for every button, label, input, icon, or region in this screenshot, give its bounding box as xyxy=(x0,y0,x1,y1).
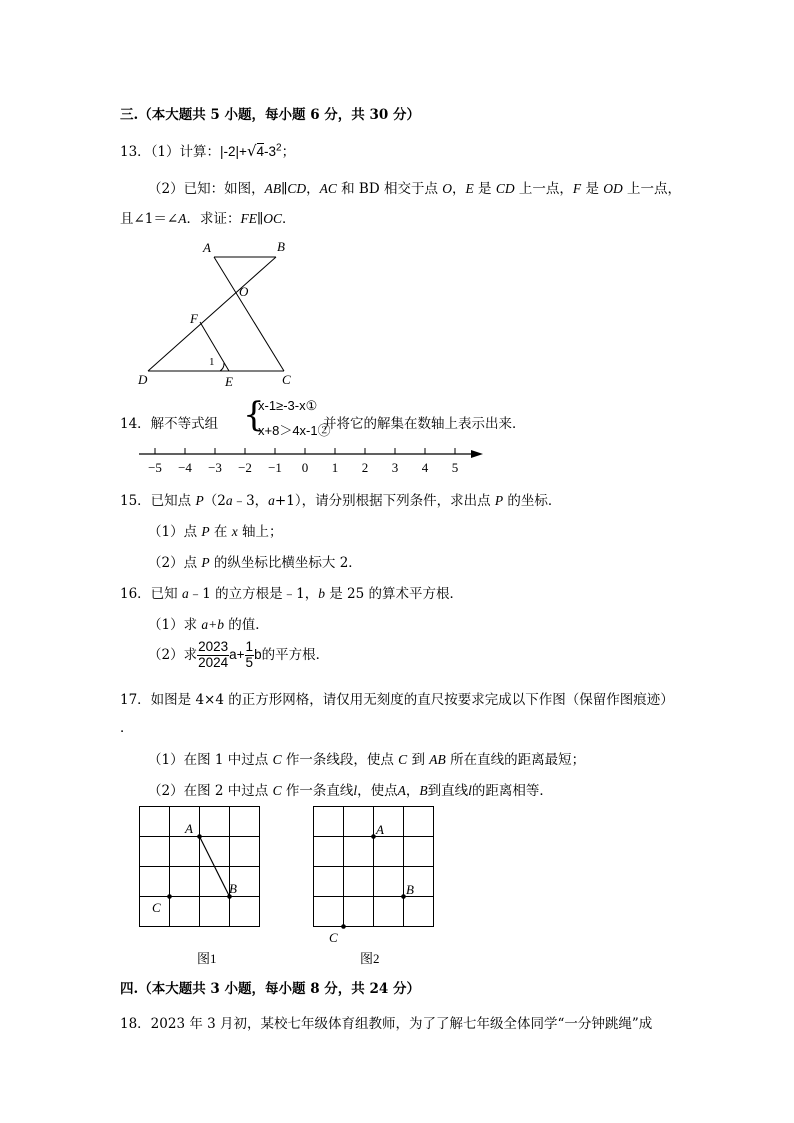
q15-part2 xyxy=(148,551,362,571)
tick-label: 1 xyxy=(331,460,339,475)
text: 作一条线段，使点 xyxy=(281,752,399,768)
var-x: x xyxy=(231,524,238,539)
q13-p1-exponent: 2 xyxy=(276,142,282,154)
text: a+ xyxy=(229,646,245,662)
q13-p1-end: ； xyxy=(281,144,296,160)
point-f: F xyxy=(572,181,582,196)
point-c-dot xyxy=(167,894,172,899)
ab-parallel-cd: AB∥CD xyxy=(264,181,307,196)
grid-figure-2 xyxy=(304,800,444,975)
q18-stem: 18．2023 年 3 月初，某校七年级体育组教师，为了了解七年级全体同学“一分钟跳绳”成 xyxy=(120,1016,653,1032)
text: （2）已知：如图， xyxy=(148,181,265,197)
segment-od: OD xyxy=(603,181,623,196)
point-b: B xyxy=(419,783,428,798)
label-angle-1: 1 xyxy=(209,356,215,368)
text: 和 BD 相交于点 xyxy=(336,181,443,197)
text: b的平方根． xyxy=(254,646,330,662)
label-a: A xyxy=(203,240,211,255)
q13-part2-line1 xyxy=(148,177,681,197)
point-a-dot xyxy=(197,834,202,839)
point-e: E xyxy=(465,181,474,196)
text: ﹣3， xyxy=(232,493,269,509)
text: ． xyxy=(281,211,296,227)
q15-part1 xyxy=(148,520,283,540)
text: （2）求 xyxy=(148,646,198,663)
grid-2-lines xyxy=(314,807,434,927)
text: （1）求 xyxy=(148,617,202,633)
text: （2 xyxy=(203,493,226,509)
text: 轴上； xyxy=(237,524,283,540)
tick-label: −2 xyxy=(238,460,252,475)
text: +1），请分别根据下列条件，求出点 xyxy=(274,493,495,509)
q13-part1 xyxy=(120,140,295,160)
point-c-dot xyxy=(341,924,346,929)
angle-1-arc xyxy=(220,363,224,371)
q13-p1-minus: -3 xyxy=(264,144,277,159)
point-c: C xyxy=(272,752,282,767)
fraction-2023-2024 xyxy=(197,640,229,671)
line-l: l xyxy=(468,783,472,798)
fraction-1-5 xyxy=(245,640,255,671)
q16-part2 xyxy=(148,640,329,671)
text: （2）点 xyxy=(148,555,202,571)
text: 的纵坐标比横坐标大 2． xyxy=(209,555,362,571)
numerator: 2023 xyxy=(198,639,229,654)
q17-part1 xyxy=(148,748,585,768)
label-f: F xyxy=(190,311,198,326)
text: ， xyxy=(405,783,420,799)
denominator: 2024 xyxy=(198,654,229,670)
label-b-fig1: B xyxy=(229,881,237,896)
point-c: C xyxy=(272,783,282,798)
label-b: B xyxy=(277,239,285,254)
grid-figure-1 xyxy=(130,800,270,975)
segment-cd: CD xyxy=(495,181,515,196)
line-l: l xyxy=(353,783,358,798)
tick-label: −1 xyxy=(268,460,282,475)
text: ， xyxy=(452,181,466,197)
point-c: C xyxy=(398,752,408,767)
q13-p1-label: （1）计算： xyxy=(150,144,221,160)
var-a: a xyxy=(225,493,233,508)
sqrt-symbol: √ xyxy=(246,142,257,160)
q13-number: 13． xyxy=(120,144,151,160)
text: 的距离相等． xyxy=(471,783,553,799)
tick-label: 3 xyxy=(391,460,399,475)
text: ﹣1 的立方根是﹣1， xyxy=(188,586,319,602)
q13-p1-abs: |-2|+ xyxy=(220,144,247,159)
text: （2）在图 2 中过点 xyxy=(148,783,273,799)
q17-part2 xyxy=(148,779,553,799)
label-c: C xyxy=(282,372,291,387)
text: ， xyxy=(306,181,320,197)
text: 是 xyxy=(581,181,604,197)
text: （1）点 xyxy=(148,524,202,540)
segment-fe xyxy=(200,322,229,371)
tick-label: −4 xyxy=(178,460,192,475)
system-brace: { xyxy=(243,395,265,435)
q15-stem xyxy=(120,489,561,509)
text: 到 xyxy=(407,752,430,768)
q17-stem-dot: ． xyxy=(120,720,134,736)
conclusion: FE∥OC xyxy=(240,211,282,226)
q13-part2-line2 xyxy=(120,207,295,227)
label-c-fig1: C xyxy=(152,900,161,915)
denominator: 5 xyxy=(245,654,254,670)
q17-stem: 17．如图是 4×4 的正方形网格，请仅用无刻度的直尺按要求完成以下作图（保留作图痕迹） xyxy=(120,692,674,708)
label-a-fig2: A xyxy=(376,822,384,837)
var-b: b xyxy=(318,586,325,601)
segment-ac-line xyxy=(214,257,284,371)
label-a-fig1: A xyxy=(185,821,193,836)
text: 是 25 的算术平方根． xyxy=(324,586,464,602)
label-o: O xyxy=(239,284,249,299)
text: 作一条直线 xyxy=(281,783,354,799)
q14-tail: 并将它的解集在数轴上表示出来． xyxy=(323,416,526,432)
inequality-2: x+8＞4x-1② xyxy=(258,423,331,438)
label-d: D xyxy=(138,372,148,387)
text: 且∠1＝∠ xyxy=(120,211,179,227)
text: 上一点， xyxy=(622,181,682,197)
q14-number: 14．解不等式组 xyxy=(120,416,219,432)
point-p: P xyxy=(494,493,504,508)
text: 的坐标． xyxy=(503,493,562,509)
number-line xyxy=(135,445,485,477)
tick-label: 2 xyxy=(361,460,369,475)
text: 15．已知点 xyxy=(120,493,196,509)
tick-label: 5 xyxy=(451,460,459,475)
tick-label: −5 xyxy=(148,460,162,475)
segment-ac: AC xyxy=(319,181,337,196)
point-p: P xyxy=(195,493,204,508)
numerator: 1 xyxy=(245,639,254,654)
caption-fig1: 图1 xyxy=(197,951,217,966)
angle-a: A xyxy=(178,211,187,226)
segment-bd-line xyxy=(148,257,276,371)
text: 在 xyxy=(209,524,232,540)
expr-a-plus-b: a+b xyxy=(201,617,225,632)
inequality-1: x-1≥-3-x① xyxy=(258,398,318,413)
text: ．求证： xyxy=(186,211,241,227)
number-line-arrow xyxy=(471,450,483,458)
point-p: P xyxy=(201,524,210,539)
text: ，使点 xyxy=(357,783,398,799)
tick-label: 0 xyxy=(301,460,309,475)
text: 的值． xyxy=(224,617,269,633)
tick-label: 4 xyxy=(421,460,429,475)
label-c-fig2: C xyxy=(329,930,338,945)
segment-ab: AB xyxy=(429,752,446,767)
section4-header: 四.（本大题共 3 小题，每小题 8 分，共 24 分） xyxy=(120,981,420,997)
text: 到直线 xyxy=(427,783,469,799)
text: 16．已知 xyxy=(120,586,182,602)
point-o: O xyxy=(442,181,453,196)
q16-part1 xyxy=(148,613,269,633)
q16-stem xyxy=(120,582,463,602)
tick-label: −3 xyxy=(208,460,222,475)
point-a: A xyxy=(397,783,406,798)
caption-fig2: 图2 xyxy=(360,951,380,966)
var-a: a xyxy=(268,493,275,508)
point-p: P xyxy=(201,555,210,570)
var-a: a xyxy=(181,586,189,601)
q13-p1-radicand: 4 xyxy=(256,144,265,159)
text: 是 xyxy=(473,181,496,197)
section3-header: 三.（本大题共 5 小题，每小题 6 分，共 30 分） xyxy=(120,107,420,123)
label-e: E xyxy=(225,374,233,389)
text: 上一点， xyxy=(514,181,573,197)
label-b-fig2: B xyxy=(406,882,414,897)
text: 所在直线的距离最短； xyxy=(445,752,586,768)
q13-geometry-figure xyxy=(135,238,305,390)
text: （1）在图 1 中过点 xyxy=(148,752,273,768)
number-line-ticks xyxy=(148,448,458,475)
